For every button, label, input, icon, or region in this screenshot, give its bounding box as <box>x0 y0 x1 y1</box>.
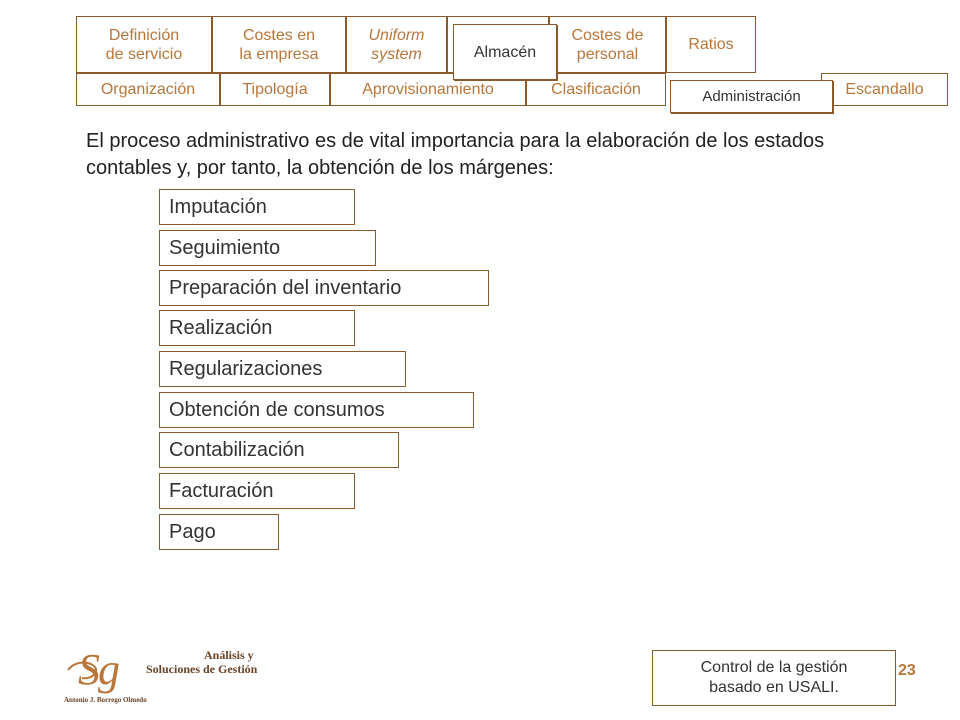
tab-label: Aprovisionamiento <box>362 81 494 98</box>
course-title-box <box>652 650 896 706</box>
tab-label: Administración <box>702 88 801 105</box>
tab-label: Uniform system <box>368 26 425 63</box>
step-regularizaciones: Regularizaciones <box>159 351 406 387</box>
tab-label: Costes en la empresa <box>239 26 319 63</box>
tab-organizacion[interactable] <box>76 73 220 106</box>
step-preparacion-inventario: Preparación del inventario <box>159 270 489 306</box>
page-number: 23 <box>898 662 916 679</box>
step-obtencion-consumos: Obtención de consumos <box>159 392 474 428</box>
step-realizacion: Realización <box>159 310 355 346</box>
tab-label: Almacén <box>473 43 537 61</box>
tab-costes-empresa[interactable] <box>212 16 346 73</box>
company-logo <box>64 640 284 710</box>
tab-administracion[interactable] <box>670 80 833 113</box>
step-contabilizacion: Contabilización <box>159 432 399 468</box>
step-seguimiento: Seguimiento <box>159 230 376 266</box>
tab-label: Costes de personal <box>571 26 644 63</box>
step-pago: Pago <box>159 514 279 550</box>
tab-tipologia[interactable] <box>220 73 330 106</box>
tab-escandallo[interactable] <box>821 73 948 106</box>
intro-paragraph: El proceso administrativo es de vital importancia para la elaboración de los estados contables y, por tanto, la obtención de los márgenes: <box>86 130 825 179</box>
tab-ratios[interactable] <box>666 16 756 73</box>
tab-label: Tipología <box>242 81 308 98</box>
tab-definicion-servicio[interactable] <box>76 16 212 73</box>
step-facturacion: Facturación <box>159 473 355 509</box>
tab-uniform-system[interactable] <box>346 16 447 73</box>
logo-title-line2: Soluciones de Gestión <box>146 662 258 676</box>
tab-label: Organización <box>100 81 196 98</box>
tab-costes-personal[interactable] <box>549 16 666 73</box>
course-title: Control de la gestión basado en USALI. <box>700 659 848 696</box>
tab-label: Escandallo <box>845 81 924 98</box>
logo-title-line1: Análisis y <box>204 648 254 662</box>
tab-label: Clasificación <box>551 81 641 98</box>
tab-label: Ratios <box>688 36 734 53</box>
tab-label: Definición de servicio <box>105 26 183 63</box>
logo-author: Antonio J. Borrego Olmedo <box>64 696 147 704</box>
step-imputacion: Imputación <box>159 189 355 225</box>
tab-almacen[interactable] <box>453 24 557 80</box>
logo-letters: Sg <box>78 645 118 694</box>
